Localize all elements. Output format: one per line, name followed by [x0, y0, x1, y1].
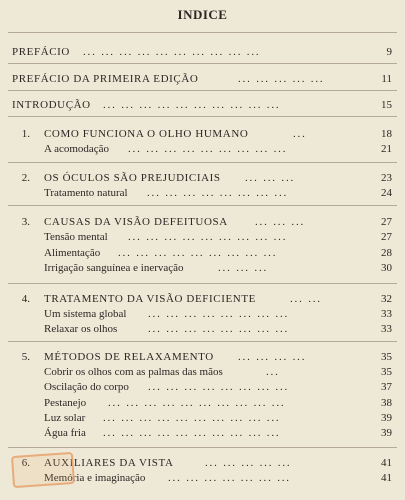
toc-subentry	[0, 365, 405, 379]
leader-dots: ... ...	[290, 293, 322, 305]
page-number: 39	[381, 412, 392, 424]
chapter-number: 5.	[21, 351, 30, 363]
toc-entry-prefacio	[0, 45, 405, 59]
subentry-title: Um sistema global	[44, 308, 127, 320]
leader-dots: ... ... ... ... ... ... ... ... ... ...	[103, 99, 281, 111]
chapter-number: 6.	[21, 457, 30, 469]
leader-dots: ... ... ... ... ... ... ... ... ... ...	[83, 46, 261, 58]
page-number: 35	[381, 366, 392, 378]
toc-subentry	[0, 186, 405, 200]
subentry-title: Alimentação	[44, 247, 101, 259]
leader-dots: ... ... ...	[255, 216, 306, 228]
chapter-title: TRATAMENTO DA VISÃO DEFICIENTE	[44, 293, 256, 305]
page-number: 35	[381, 351, 392, 363]
toc-subentry	[0, 380, 405, 394]
page-number: 27	[381, 231, 392, 243]
toc-entry-introducao	[0, 98, 405, 112]
toc-chapter-4	[0, 292, 405, 306]
page-number: 41	[381, 457, 392, 469]
leader-dots: ... ... ... ... ... ... ... ... ...	[128, 143, 288, 155]
leader-dots: ... ... ... ... ... ... ... ...	[147, 187, 289, 199]
divider	[8, 447, 397, 448]
leader-dots: ... ... ... ... ...	[238, 73, 325, 85]
leader-dots: ... ... ...	[245, 172, 296, 184]
subentry-title: Tensão mental	[44, 231, 108, 243]
toc-subentry	[0, 426, 405, 440]
page-number: 27	[381, 216, 392, 228]
toc-chapter-2	[0, 171, 405, 185]
watermark-stamp	[11, 452, 75, 488]
subentry-title: Relaxar os olhos	[44, 323, 118, 335]
page-number: 15	[381, 99, 392, 111]
toc-subentry	[0, 411, 405, 425]
chapter-number: 3.	[21, 216, 30, 228]
subentry-title: Cobrir os olhos com as palmas das mãos	[44, 366, 223, 378]
toc-subentry	[0, 307, 405, 321]
toc-chapter-5	[0, 350, 405, 364]
chapter-title: OS ÓCULOS SÃO PREJUDICIAIS	[44, 172, 221, 184]
subentry-title: Irrigação sanguínea e inervação	[44, 262, 184, 274]
divider	[8, 116, 397, 117]
chapter-number: 1.	[21, 128, 30, 140]
page-number: 32	[381, 293, 392, 305]
leader-dots: ... ... ... ... ... ... ... ...	[148, 381, 290, 393]
divider	[8, 341, 397, 342]
leader-dots: ... ... ... ... ... ... ... ... ... ...	[108, 397, 286, 409]
subentry-title: Memória e imaginação	[44, 472, 146, 484]
page-number: 11	[381, 73, 392, 85]
leader-dots: ... ... ... ... ... ... ...	[168, 472, 291, 484]
page-number: 21	[381, 143, 392, 155]
chapter-title: CAUSAS DA VISÃO DEFEITUOSA	[44, 216, 228, 228]
leader-dots: ...	[293, 128, 307, 140]
page-number: 28	[381, 247, 392, 259]
leader-dots: ... ... ... ...	[238, 351, 307, 363]
page-number: 24	[381, 187, 392, 199]
divider	[8, 283, 397, 284]
subentry-title: Luz solar	[44, 412, 86, 424]
page-number: 39	[381, 427, 392, 439]
toc-subentry	[0, 142, 405, 156]
subentry-title: Tratamento natural	[44, 187, 128, 199]
divider	[8, 90, 397, 91]
leader-dots: ... ... ... ... ... ... ... ... ...	[118, 247, 278, 259]
toc-subentry	[0, 230, 405, 244]
page-number: 9	[386, 46, 392, 58]
page-number: 30	[381, 262, 392, 274]
toc-subentry	[0, 261, 405, 275]
page-number: 33	[381, 308, 392, 320]
chapter-number: 4.	[21, 293, 30, 305]
toc-chapter-1	[0, 127, 405, 141]
subentry-title: Água fria	[44, 427, 86, 439]
chapter-title: AUXILIARES DA VISTA	[44, 457, 174, 469]
leader-dots: ... ... ... ... ... ... ... ...	[148, 308, 290, 320]
subentry-title: Pestanejo	[44, 397, 87, 409]
page-title: INDICE	[177, 7, 228, 22]
divider	[8, 32, 397, 33]
leader-dots: ... ... ... ... ... ... ... ... ... ...	[103, 427, 281, 439]
chapter-title: COMO FUNCIONA O OLHO HUMANO	[44, 128, 249, 140]
toc-entry-prefacio-primeira-edicao	[0, 72, 405, 86]
toc-chapter-3	[0, 215, 405, 229]
subentry-title: Oscilação do corpo	[44, 381, 129, 393]
page-number: 23	[381, 172, 392, 184]
divider	[8, 205, 397, 206]
page-number: 33	[381, 323, 392, 335]
entry-title: INTRODUÇÃO	[12, 99, 91, 111]
chapter-title: MÉTODOS DE RELAXAMENTO	[44, 351, 214, 363]
leader-dots: ... ... ...	[218, 262, 269, 274]
leader-dots: ... ... ... ... ... ... ... ... ...	[128, 231, 288, 243]
divider	[8, 162, 397, 163]
toc-subentry	[0, 322, 405, 336]
toc-subentry	[0, 246, 405, 260]
leader-dots: ...	[266, 366, 280, 378]
chapter-number: 2.	[21, 172, 30, 184]
page-number: 38	[381, 397, 392, 409]
page-number: 37	[381, 381, 392, 393]
leader-dots: ... ... ... ... ... ... ... ...	[148, 323, 290, 335]
divider	[8, 63, 397, 64]
leader-dots: ... ... ... ... ...	[205, 457, 292, 469]
subentry-title: A acomodação	[44, 143, 110, 155]
entry-title: PREFÁCIO	[12, 46, 70, 58]
entry-title: PREFÁCIO DA PRIMEIRA EDIÇÃO	[12, 73, 199, 85]
page-number: 18	[381, 128, 392, 140]
leader-dots: ... ... ... ... ... ... ... ... ... ...	[103, 412, 281, 424]
page-number: 41	[381, 472, 392, 484]
toc-subentry	[0, 396, 405, 410]
